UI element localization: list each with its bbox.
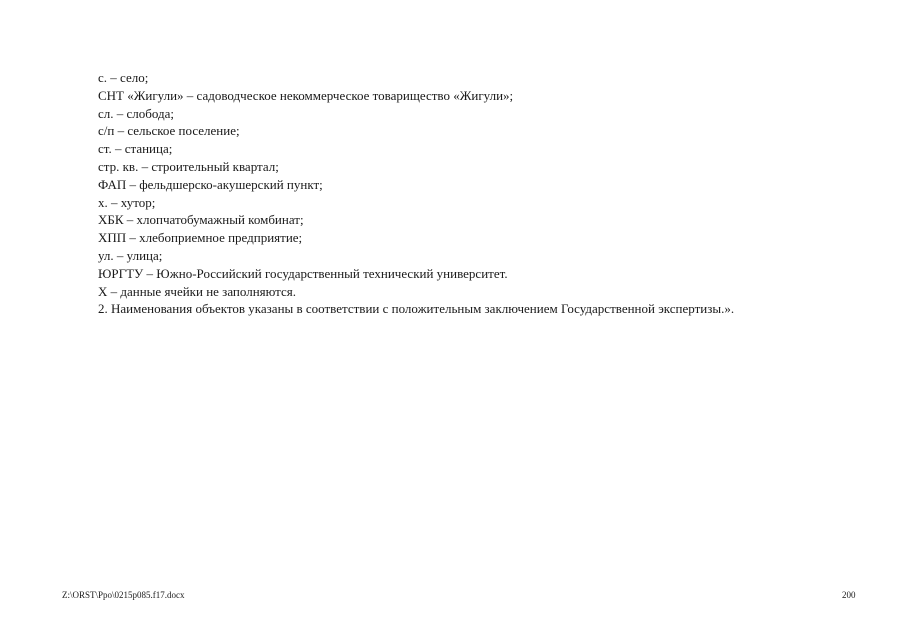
abbreviation-line: х. – хутор;	[98, 194, 156, 210]
abbreviations-list	[98, 69, 878, 318]
abbreviation-line: с. – село;	[98, 70, 149, 85]
abbreviation-line: ст. – станица;	[98, 141, 173, 157]
note-line: 2. Наименования объектов указаны в соответствии с положительным заключением Государственной экспертизы.».	[98, 301, 735, 317]
abbreviation-line: сл. – слобода;	[98, 105, 175, 121]
abbreviation-line: ХПП – хлебоприемное предприятие;	[98, 230, 303, 246]
abbreviation-line: стр. кв. – строительный квартал;	[98, 158, 279, 174]
footer-file-path: Z:\ORST\Ppo\0215p085.f17.docx	[62, 590, 185, 600]
abbreviation-line: ФАП – фельдшерско-акушерский пункт;	[98, 176, 323, 192]
abbreviation-line: ул. – улица;	[98, 247, 163, 263]
abbreviation-line: ХБК – хлопчатобумажный комбинат;	[98, 212, 304, 228]
abbreviation-line: с/п – сельское поселение;	[98, 123, 240, 139]
note-line: Х – данные ячейки не заполняются.	[98, 283, 297, 299]
footer-page-number: 200	[842, 590, 856, 600]
abbreviation-line: СНТ «Жигули» – садоводческое некоммерческое товарищество «Жигули»;	[98, 87, 514, 103]
abbreviation-line: ЮРГТУ – Южно-Российский государственный технический университет.	[98, 265, 508, 281]
